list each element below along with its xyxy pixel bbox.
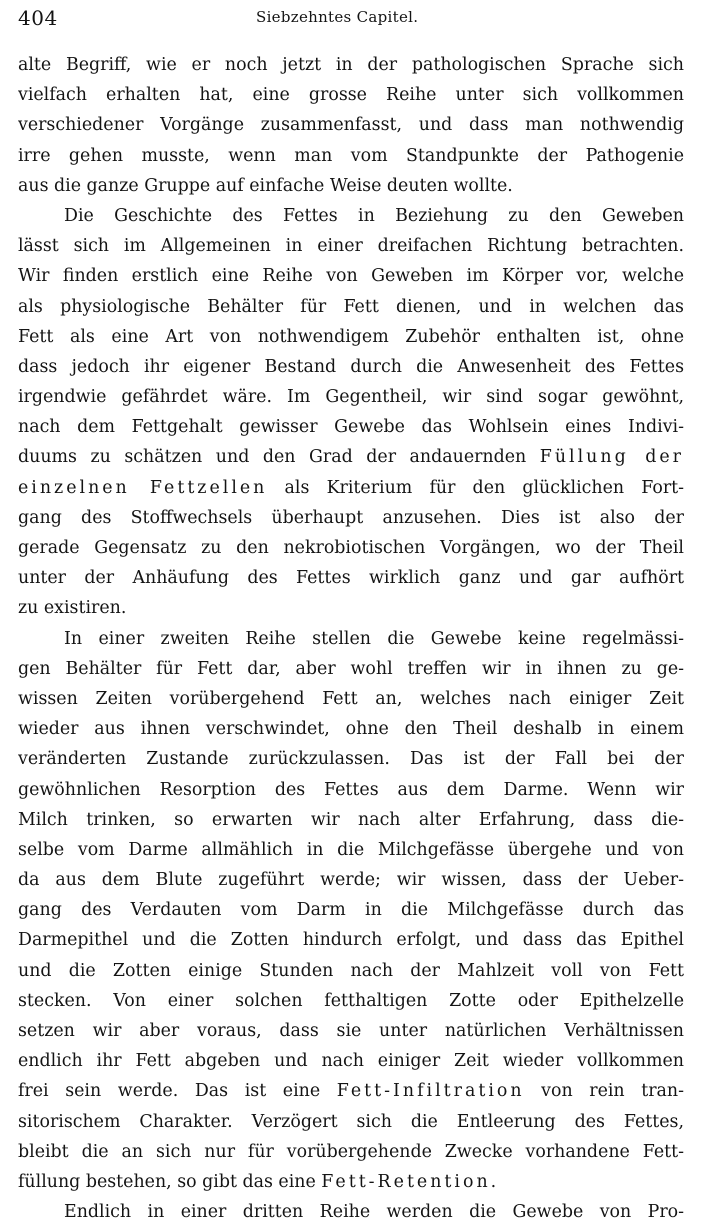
text-line xyxy=(18,684,684,714)
text-line xyxy=(18,412,684,442)
text-segment: gang des Stoffwechsels überhaupt anzusehen. Dies ist also der xyxy=(18,507,684,528)
text-line xyxy=(18,895,684,925)
body-text xyxy=(18,50,684,1227)
text-segment: als Kriterium für den glücklichen Fort- xyxy=(267,477,684,498)
text-line xyxy=(18,593,684,623)
text-segment: Fett als eine Art von nothwendigem Zubehör enthalten ist, ohne xyxy=(18,326,684,347)
text-segment: endlich ihr Fett abgeben und nach einiger Zeit wieder vollkommen xyxy=(18,1051,684,1072)
text-line xyxy=(18,1167,684,1197)
text-line xyxy=(18,1197,684,1227)
spaced-emphasis: einzelnen Fettzellen xyxy=(18,477,268,498)
text-line xyxy=(18,110,684,140)
page-number: 404 xyxy=(18,6,58,30)
text-segment: wieder aus ihnen verschwindet, ohne den Theil deshalb in einem xyxy=(18,719,684,740)
text-segment: unter der Anhäufung des Fettes wirklich ganz und gar aufhört xyxy=(18,568,684,589)
text-segment: nach dem Fettgehalt gewisser Gewebe das Wohlsein eines Indivi- xyxy=(18,417,684,438)
text-line xyxy=(18,1046,684,1076)
text-segment: selbe vom Darme allmählich in die Milchgefässe übergehe und von xyxy=(18,839,684,860)
text-line xyxy=(18,261,684,291)
text-line xyxy=(18,141,684,171)
text-segment: gerade Gegensatz zu den nekrobiotischen Vorgängen, wo der Theil xyxy=(18,538,684,558)
text-segment: gewöhnlichen Resorption des Fettes aus dem Darme. Wenn wir xyxy=(18,779,684,800)
text-segment: zu existiren. xyxy=(18,598,127,619)
text-segment: von rein tran- xyxy=(524,1081,684,1102)
text-line xyxy=(18,382,684,412)
text-line xyxy=(18,654,684,684)
text-line xyxy=(18,231,684,261)
text-line xyxy=(18,352,684,382)
text-segment: wissen Zeiten vorübergehend Fett an, welches nach einiger Zeit xyxy=(18,688,684,709)
text-segment: gen Behälter für Fett dar, aber wohl treffen wir in ihnen zu ge- xyxy=(18,658,684,679)
text-segment: Wir finden erstlich eine Reihe von Geweben im Körper vor, welche xyxy=(18,266,684,287)
text-line xyxy=(18,563,684,593)
text-segment: verschiedener Vorgänge zusammenfasst, und dass man nothwendig xyxy=(18,115,684,136)
text-line xyxy=(18,171,684,201)
text-line xyxy=(18,714,684,744)
text-line xyxy=(18,925,684,955)
text-segment: aus die ganze Gruppe auf einfache Weise deuten wollte. xyxy=(18,175,513,196)
text-line xyxy=(18,1076,684,1106)
text-line xyxy=(18,835,684,865)
text-segment: sitorischem Charakter. Verzögert sich die Entleerung des Fettes, xyxy=(18,1111,684,1132)
text-segment: irre gehen musste, wenn man vom Standpunkte der Pathogenie xyxy=(18,145,684,166)
text-line xyxy=(18,1016,684,1046)
text-segment: da aus dem Blute zugeführt werde; wir wissen, dass der Ueber- xyxy=(18,870,684,891)
text-segment: Milch trinken, so erwarten wir nach alter Erfahrung, dass die- xyxy=(18,809,684,830)
text-segment: duums zu schätzen und den Grad der andauernden xyxy=(18,447,540,468)
running-head: Siebzehntes Capitel. xyxy=(256,8,419,26)
text-segment: gang des Verdauten vom Darm in die Milchgefässe durch das xyxy=(18,900,684,921)
text-segment: alte Begriff, wie er noch jetzt in der pathologischen Sprache sich xyxy=(18,55,684,75)
text-segment: setzen wir aber voraus, dass sie unter natürlichen Verhältnissen xyxy=(18,1021,684,1041)
text-line xyxy=(18,442,684,472)
text-segment: und die Zotten einige Stunden nach der Mahlzeit voll von Fett xyxy=(18,960,684,981)
text-line xyxy=(18,624,684,654)
spaced-emphasis: Fett-Retention. xyxy=(321,1171,500,1192)
spaced-emphasis: Fett-Infiltration xyxy=(336,1081,525,1102)
text-segment: Die Geschichte des Fettes in Beziehung zu den Geweben xyxy=(64,205,684,226)
text-segment: veränderten Zustande zurückzulassen. Das ist der Fall bei der xyxy=(18,749,684,770)
text-segment: bleibt die an sich nur für vorübergehende Zwecke vorhandene Fett- xyxy=(18,1141,684,1162)
text-segment: irgendwie gefährdet wäre. Im Gegentheil, wir sind sogar gewöhnt, xyxy=(18,387,684,408)
text-line xyxy=(18,322,684,352)
text-segment: lässt sich im Allgemeinen in einer dreifachen Richtung betrachten. xyxy=(18,236,684,257)
text-line xyxy=(18,292,684,322)
text-segment: Endlich in einer dritten Reihe werden die Gewebe von Pro- xyxy=(64,1202,684,1223)
text-line xyxy=(18,744,684,774)
text-line xyxy=(18,1107,684,1137)
text-line xyxy=(18,986,684,1016)
text-line xyxy=(18,956,684,986)
text-segment: vielfach erhalten hat, eine grosse Reihe unter sich vollkommen xyxy=(18,85,684,106)
text-line xyxy=(18,503,684,533)
text-line xyxy=(18,80,684,110)
text-line xyxy=(18,533,684,563)
text-line xyxy=(18,805,684,835)
page-header xyxy=(18,6,684,36)
text-line xyxy=(18,201,684,231)
text-segment: dass jedoch ihr eigener Bestand durch die Anwesenheit des Fettes xyxy=(18,356,684,377)
text-segment: Darmepithel und die Zotten hindurch erfolgt, und dass das Epithel xyxy=(18,930,684,951)
text-line xyxy=(18,865,684,895)
spaced-emphasis: Füllung der xyxy=(539,447,684,468)
text-segment: füllung bestehen, so gibt das eine xyxy=(18,1171,322,1192)
text-line xyxy=(18,1137,684,1167)
text-segment: frei sein werde. Das ist eine xyxy=(18,1081,337,1102)
text-line xyxy=(18,775,684,805)
text-segment: stecken. Von einer solchen fetthaltigen Zotte oder Epithelzelle xyxy=(18,990,684,1011)
text-segment: als physiologische Behälter für Fett dienen, und in welchen das xyxy=(18,296,684,317)
text-line xyxy=(18,473,684,503)
text-line xyxy=(18,50,684,80)
text-segment: In einer zweiten Reihe stellen die Gewebe keine regelmässi- xyxy=(64,628,684,649)
